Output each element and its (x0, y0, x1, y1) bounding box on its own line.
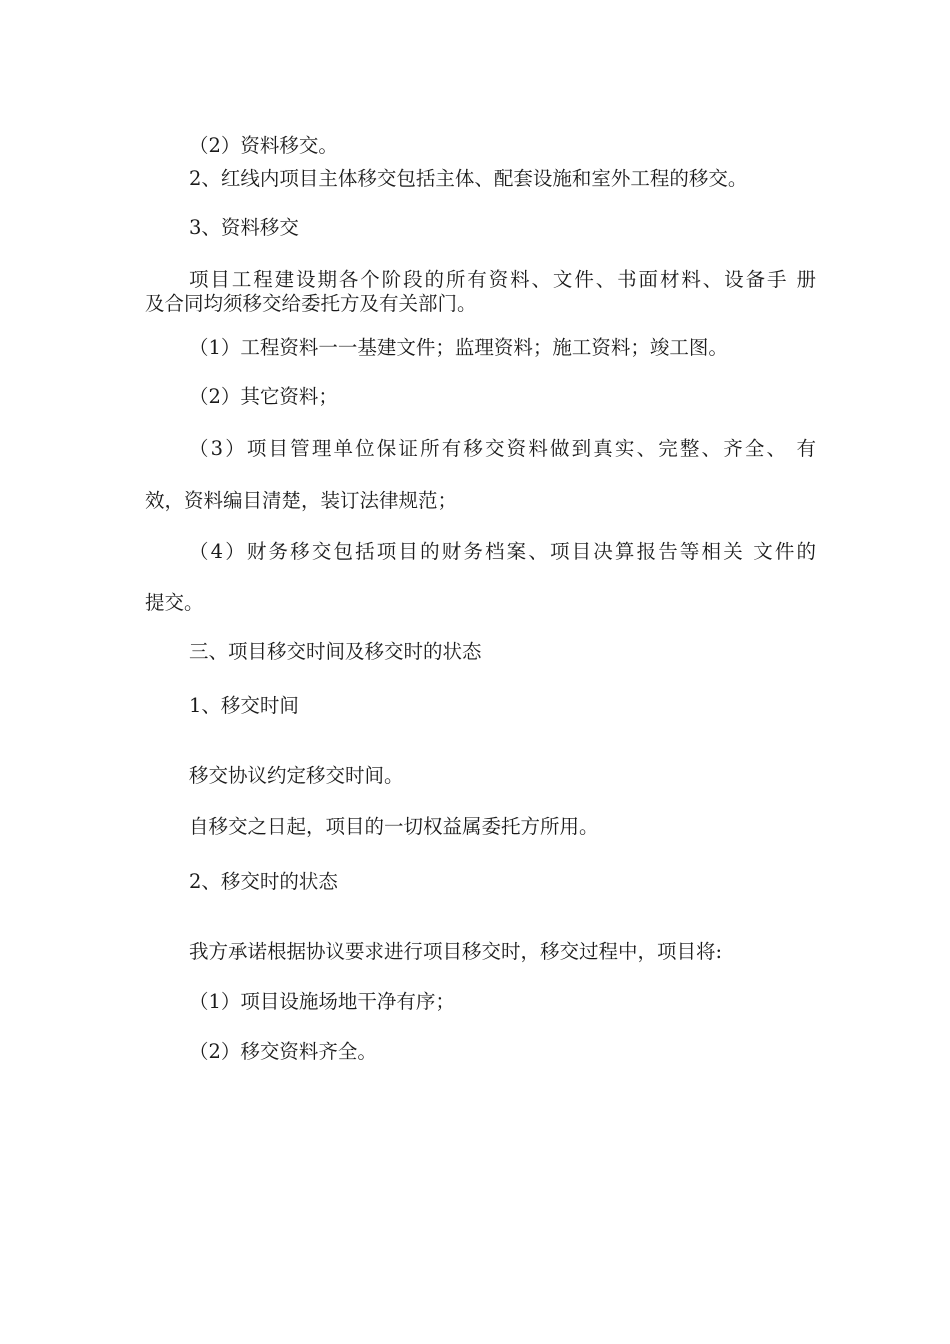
section-heading: 2、移交时的状态 (189, 870, 338, 893)
paragraph-line: 及合同均须移交给委托方及有关部门。 (145, 292, 477, 315)
list-item: （3）项目管理单位保证所有移交资料做到真实、完整、齐全、 有 (189, 437, 816, 460)
section-heading: 3、资料移交 (189, 216, 299, 239)
list-item: （1）工程资料一一基建文件；监理资料；施工资料；竣工图。 (189, 336, 728, 359)
paragraph-line: 我方承诺根据协议要求进行项目移交时，移交过程中，项目将: (189, 940, 723, 963)
section-heading: 1、移交时间 (189, 694, 299, 717)
paragraph-line: （2）资料移交。 (189, 134, 338, 157)
list-item: （2）移交资料齐全。 (189, 1040, 377, 1063)
list-item: （2）其它资料； (189, 385, 338, 408)
paragraph-line: 自移交之日起，项目的一切权益属委托方所用。 (189, 815, 599, 838)
paragraph-line: 2、红线内项目主体移交包括主体、配套设施和室外工程的移交。 (189, 167, 748, 190)
section-heading: 三、项目移交时间及移交时的状态 (189, 640, 482, 663)
paragraph-line: 移交协议约定移交时间。 (189, 764, 404, 787)
list-item: （1）项目设施场地干净有序； (189, 990, 455, 1013)
paragraph-line: 提交。 (145, 591, 204, 614)
list-item: （4）财务移交包括项目的财务档案、项目决算报告等相关 文件的 (189, 540, 816, 563)
paragraph-line: 项目工程建设期各个阶段的所有资料、文件、书面材料、设备手 册 (189, 268, 816, 291)
paragraph-line: 效，资料编目清楚，装订法律规范； (145, 489, 458, 512)
